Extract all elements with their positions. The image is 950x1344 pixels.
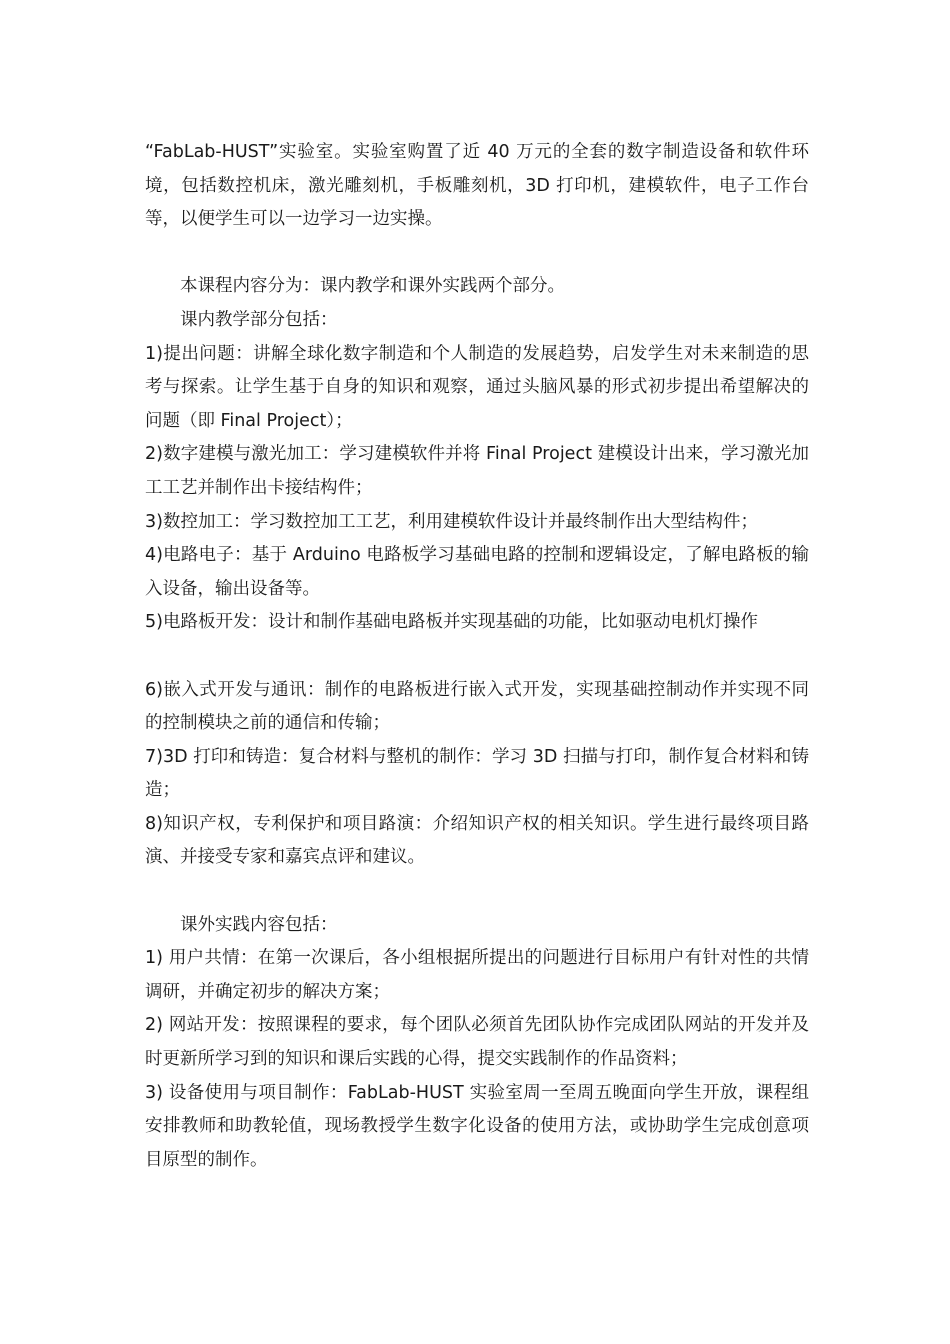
spacer [145,640,809,674]
intro-paragraph: “FabLab-HUST”实验室。实验室购置了近 40 万元的全套的数字制造设备和软件环境，包括数控机床，激光雕刻机，手板雕刻机，3D 打印机，建模软件，电子工作台等，以便学生可以一边学习一边实操。 [145,142,809,230]
list-item: 1) 用户共情：在第一次课后，各小组根据所提出的问题进行目标用户有针对性的共情调研，并确定初步的解决方案； [145,948,809,1002]
list-item: 3)数控加工：学习数控加工工艺，利用建模软件设计并最终制作出大型结构件； [145,511,758,532]
list-item: 1)提出问题：讲解全球化数字制造和个人制造的发展趋势，启发学生对未来制造的思考与探索。让学生基于自身的知识和观察，通过头脑风暴的形式初步提出希望解决的问题（即 Final Project）； [145,343,809,431]
list-item: 5)电路板开发：设计和制作基础电路板并实现基础的功能，比如驱动电机灯操作 [145,612,758,633]
list-item: 6)嵌入式开发与通讯：制作的电路板进行嵌入式开发，实现基础控制动作并实现不同的控制模块之前的通信和传输； [145,679,809,734]
overview-paragraph: 本课程内容分为：课内教学和课外实践两个部分。 [180,276,565,297]
extracurricular-heading: 课外实践内容包括： [180,914,338,935]
document-body [145,136,809,1177]
spacer [145,875,809,909]
list-item: 8)知识产权，专利保护和项目路演：介绍知识产权的相关知识。学生进行最终项目路演、并接受专家和嘉宾点评和建议。 [145,813,809,868]
in-class-heading: 课内教学部分包括： [180,309,338,330]
list-item: 7)3D 打印和铸造：复合材料与整机的制作：学习 3D 扫描与打印，制作复合材料和铸造； [145,746,809,801]
list-item: 3) 设备使用与项目制作：FabLab-HUST 实验室周一至周五晚面向学生开放，课程组安排教师和助教轮值，现场教授学生数字化设备的使用方法，或协助学生完成创意项目原型的制作。 [145,1082,809,1170]
list-item: 2) 网站开发：按照课程的要求，每个团队必须首先团队协作完成团队网站的开发并及时更新所学习到的知识和课后实践的心得，提交实践制作的作品资料； [145,1015,809,1070]
list-item: 2)数字建模与激光加工：学习建模软件并将 Final Project 建模设计出来，学习激光加工工艺并制作出卡接结构件； [145,444,809,498]
spacer [145,237,809,271]
list-item: 4)电路电子：基于 Arduino 电路板学习基础电路的控制和逻辑设定，了解电路板的输入设备，输出设备等。 [145,545,809,599]
